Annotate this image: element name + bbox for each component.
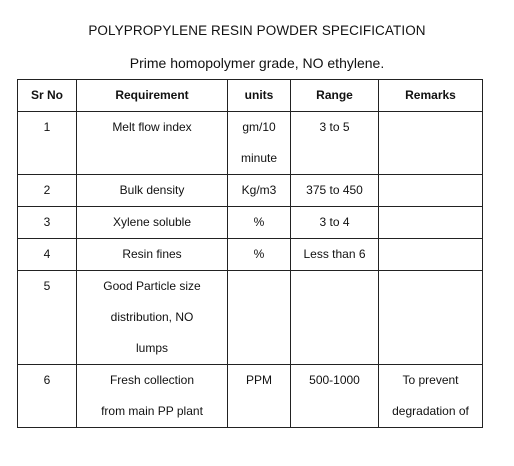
cell-sr-no-line: 4 <box>43 247 51 261</box>
cell-range-line: 3 to 5 <box>319 120 350 134</box>
cell-units <box>228 112 291 175</box>
cell-requirement-line: lumps <box>135 341 168 355</box>
cell-requirement-line: distribution, NO <box>110 310 194 324</box>
table-header-row <box>18 80 483 112</box>
cell-requirement-line: from main PP plant <box>101 404 203 418</box>
cell-units-line: PPM <box>245 373 272 387</box>
cell-remarks <box>379 271 483 365</box>
cell-range <box>291 239 379 271</box>
cell-requirement <box>77 239 228 271</box>
cell-units <box>228 365 291 428</box>
cell-remarks <box>379 239 483 271</box>
cell-units-line: gm/10 <box>242 120 276 134</box>
cell-sr-no <box>18 365 77 428</box>
table-body <box>18 112 483 428</box>
table-row <box>18 112 483 175</box>
cell-range-line: 500-1000 <box>309 373 360 387</box>
cell-units-line: % <box>253 215 265 229</box>
cell-range-line: Less than 6 <box>303 247 366 261</box>
header-remarks: Remarks <box>379 80 483 112</box>
cell-requirement <box>77 112 228 175</box>
cell-units <box>228 271 291 365</box>
table-row <box>18 175 483 207</box>
table-row <box>18 365 483 428</box>
cell-requirement <box>77 207 228 239</box>
table-row <box>18 207 483 239</box>
cell-sr-no-line: 1 <box>43 120 51 134</box>
cell-requirement <box>77 271 228 365</box>
cell-requirement-line: Melt flow index <box>112 120 192 134</box>
header-sr-no: Sr No <box>18 80 77 112</box>
cell-range <box>291 175 379 207</box>
cell-units <box>228 239 291 271</box>
cell-range <box>291 365 379 428</box>
cell-range-line: 375 to 450 <box>306 183 363 197</box>
cell-units-line: minute <box>240 151 278 165</box>
cell-remarks <box>379 112 483 175</box>
cell-range <box>291 112 379 175</box>
cell-sr-no <box>18 112 77 175</box>
cell-remarks <box>379 365 483 428</box>
cell-units-line: Kg/m3 <box>241 183 277 197</box>
cell-requirement-line: Good Particle size <box>103 279 201 293</box>
header-requirement: Requirement <box>77 80 228 112</box>
cell-remarks-line: degradation of <box>392 404 469 418</box>
cell-remarks <box>379 175 483 207</box>
header-range: Range <box>291 80 379 112</box>
cell-range <box>291 271 379 365</box>
cell-sr-no-line: 5 <box>43 279 51 293</box>
cell-sr-no-line: 6 <box>43 373 51 387</box>
cell-sr-no-line: 3 <box>43 215 51 229</box>
cell-requirement-line: Bulk density <box>119 183 185 197</box>
cell-sr-no <box>18 175 77 207</box>
cell-range <box>291 207 379 239</box>
specification-table <box>17 79 483 428</box>
cell-units-line: % <box>253 247 265 261</box>
table-row <box>18 271 483 365</box>
cell-requirement <box>77 365 228 428</box>
cell-sr-no-line: 2 <box>43 183 51 197</box>
cell-sr-no <box>18 207 77 239</box>
cell-requirement <box>77 175 228 207</box>
document-subtitle: Prime homopolymer grade, NO ethylene. <box>129 55 385 71</box>
cell-sr-no <box>18 271 77 365</box>
cell-requirement-line: Resin fines <box>122 247 182 261</box>
cell-remarks-line: To prevent <box>402 373 459 387</box>
cell-range-line: 3 to 4 <box>319 215 350 229</box>
cell-requirement-line: Fresh collection <box>109 373 195 387</box>
document-title: POLYPROPYLENE RESIN POWDER SPECIFICATION <box>88 23 426 38</box>
header-units: units <box>228 80 291 112</box>
cell-remarks <box>379 207 483 239</box>
table-row <box>18 239 483 271</box>
cell-sr-no <box>18 239 77 271</box>
cell-requirement-line: Xylene soluble <box>112 215 192 229</box>
cell-units <box>228 207 291 239</box>
cell-units <box>228 175 291 207</box>
